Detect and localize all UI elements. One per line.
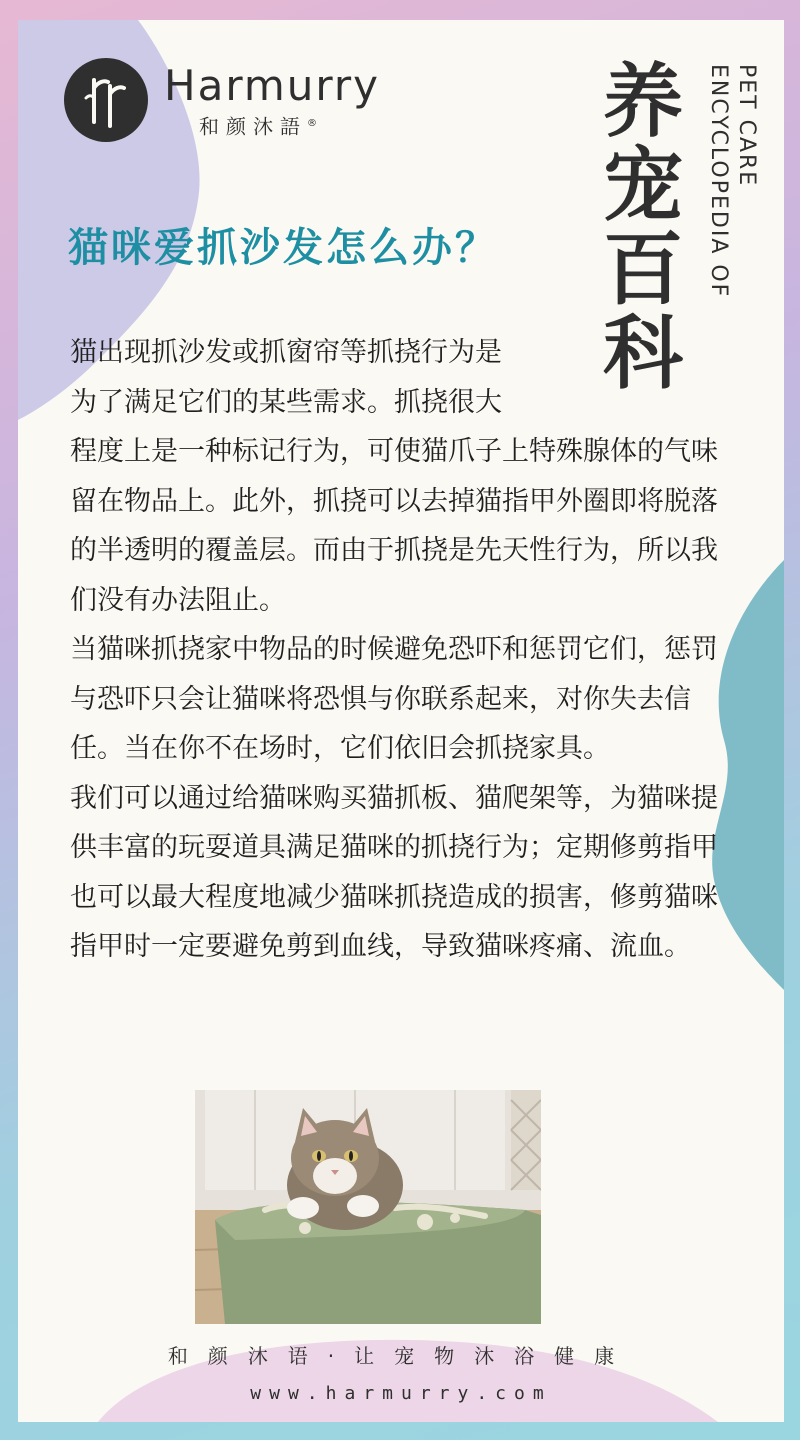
brand-name-cn: 和颜沐語® xyxy=(199,114,317,139)
paragraph-1: 猫出现抓沙发或抓窗帘等抓挠行为是 为了满足它们的某些需求。抓挠很大 程度上是一种标记行为，可使猫爪子上特殊腺体的气味留在物品上。此外，抓挠可以去掉猫指甲外圈即将脱落的半透明的覆盖层。而由于抓挠是先天性行为，所以我们没有办法阻止。 xyxy=(70,337,718,616)
poster-card xyxy=(18,20,784,1422)
brand-logo xyxy=(64,58,394,142)
article-headline: 猫咪爱抓沙发怎么办？ xyxy=(68,225,498,271)
paragraph-2: 当猫咪抓挠家中物品的时候避免恐吓和惩罚它们，惩罚与恐吓只会让猫咪将恐惧与你联系起来，对你失去信任。当在你不在场时，它们依旧会抓挠家具。 xyxy=(70,634,718,764)
article-body xyxy=(70,328,730,972)
section-title-en: PET CARE ENCYCLOPEDIA OF xyxy=(706,64,759,299)
footer-website-url[interactable]: www.harmurry.com xyxy=(250,1383,552,1404)
footer-slogan: 和颜沐语·让宠物沐浴健康 xyxy=(167,1344,635,1368)
logo-mark-icon xyxy=(64,58,148,142)
registered-mark: ® xyxy=(307,118,317,129)
brand-name: Harmurry xyxy=(164,61,381,110)
paragraph-3: 我们可以通过给猫咪购买猫抓板、猫爬架等，为猫咪提供丰富的玩耍道具满足猫咪的抓挠行为；定期修剪指甲也可以最大程度地减少猫咪抓挠造成的损害，修剪猫咪指甲时一定要避免剪到血线，导致猫咪疼痛、流血。 xyxy=(70,782,718,962)
section-title-cn: 养 宠 百 科 xyxy=(603,55,683,400)
cat-scratching-sofa-photo xyxy=(195,1090,541,1324)
